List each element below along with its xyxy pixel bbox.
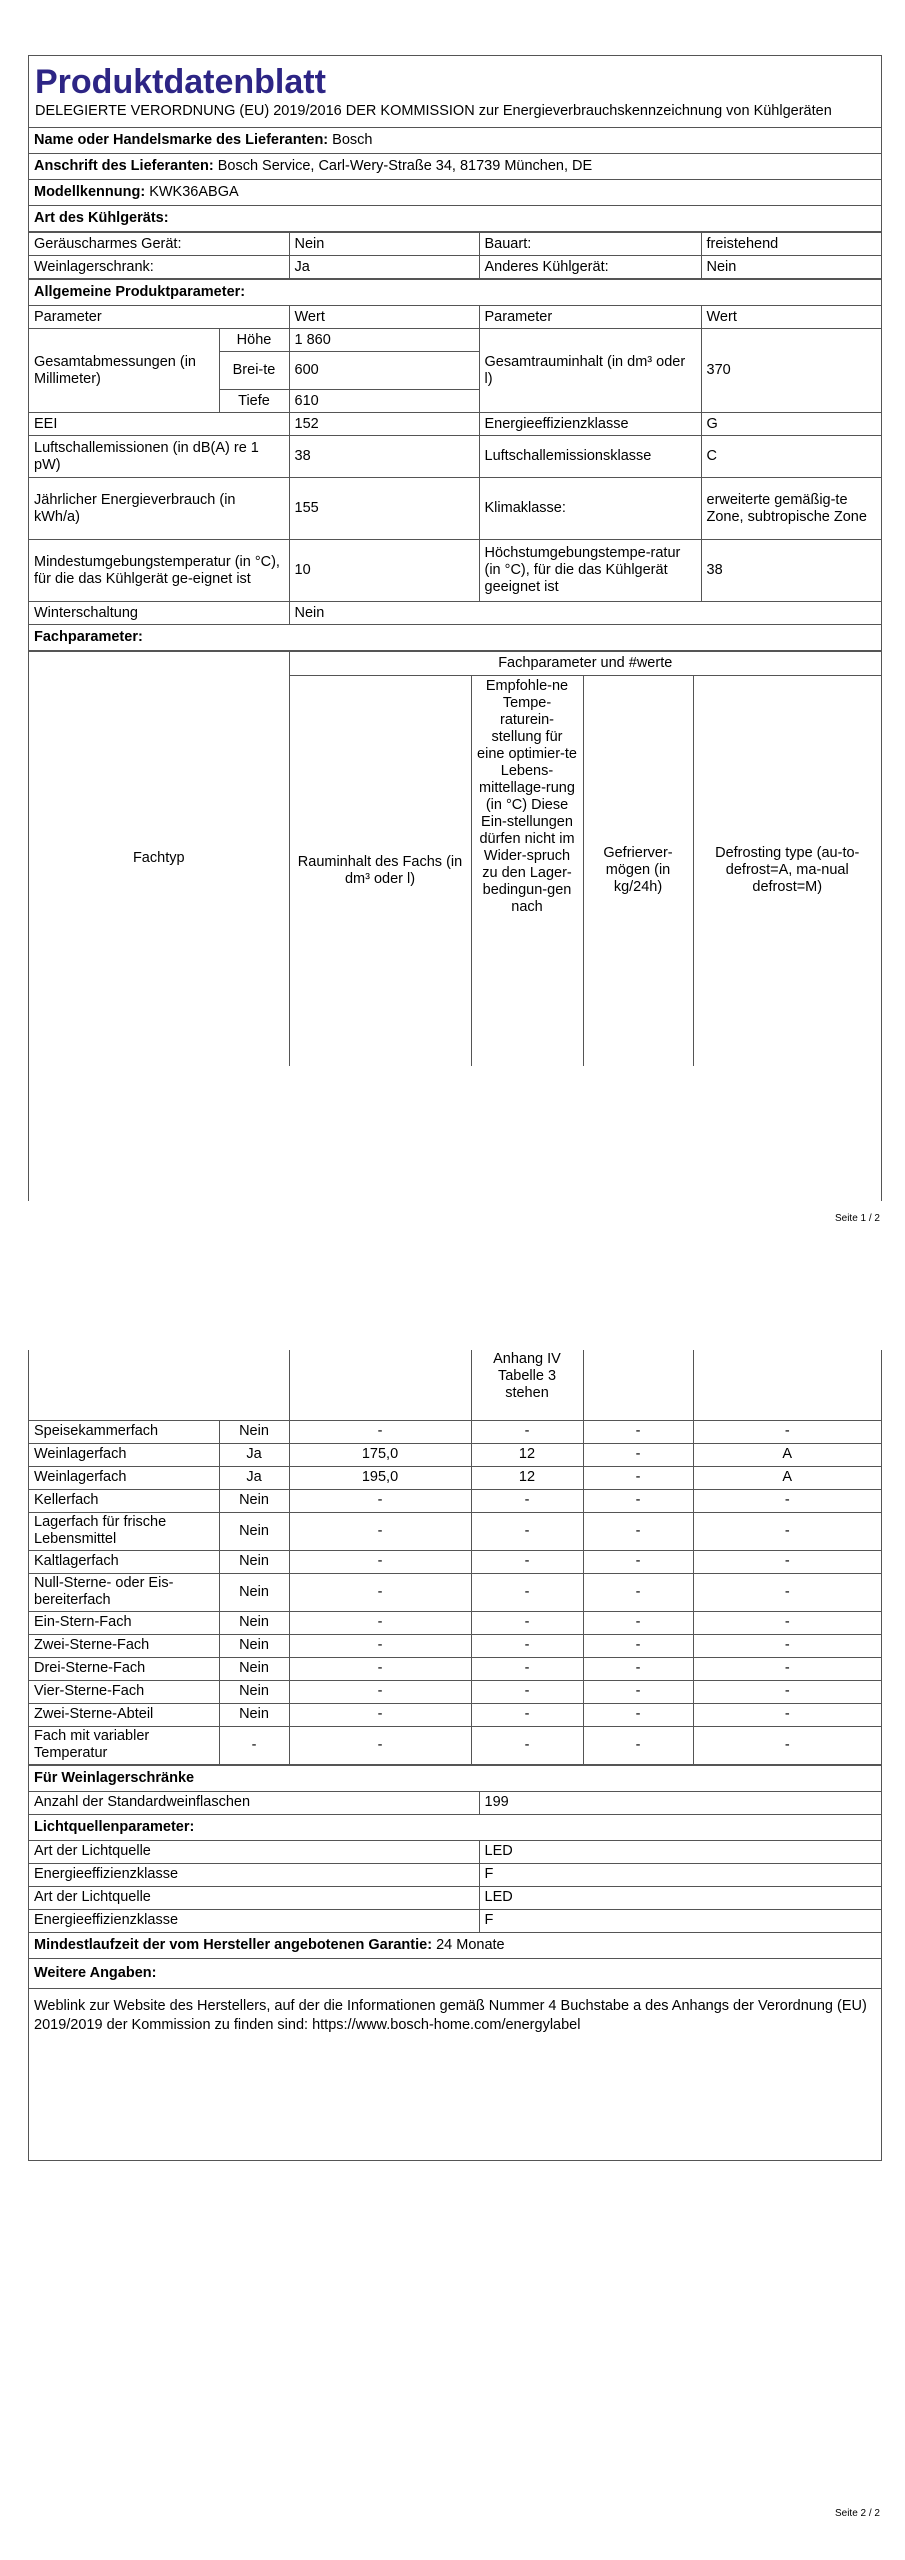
volume-value: 370 (701, 329, 881, 413)
compartment-volume: - (289, 1657, 471, 1680)
other-label: Anderes Kühlgerät: (479, 256, 701, 279)
compartment-row (29, 1726, 881, 1764)
warranty-label: Mindestlaufzeit der vom Hersteller angebotenen Garantie: (34, 1936, 433, 1953)
page-2-frame (28, 1350, 882, 2161)
compartment-row (29, 1657, 881, 1680)
general-section: Allgemeine Produktparameter: (29, 280, 881, 306)
quiet-label: Geräuscharmes Gerät: (29, 233, 289, 256)
compartment-row (29, 1443, 881, 1466)
winter-value: Nein (289, 602, 881, 625)
compartment-temp: - (471, 1680, 583, 1703)
design-value: freistehend (701, 233, 881, 256)
compartment-row (29, 1489, 881, 1512)
mintemp-value: 10 (289, 540, 479, 602)
light-label-2: Energieeffizienzklasse (29, 1863, 479, 1886)
compartment-present: Ja (219, 1466, 289, 1489)
compartment-present: Nein (219, 1573, 289, 1611)
model-label: Modellkennung: (34, 184, 146, 200)
compartment-freeze: - (583, 1657, 693, 1680)
compartment-volume: - (289, 1489, 471, 1512)
col-defrost-cont (693, 1350, 881, 1420)
light-value-4: F (479, 1909, 881, 1932)
model-value: KWK36ABGA (149, 184, 239, 200)
noise-value: 38 (289, 436, 479, 478)
compartment-present: - (219, 1726, 289, 1764)
regulation-subtitle: DELEGIERTE VERORDNUNG (EU) 2019/2016 DER KOMMISSION zur Energieverbrauchskennzeichnung von Kühlgeräten (35, 103, 832, 119)
compartment-name: Weinlagerfach (29, 1443, 219, 1466)
compartment-present: Nein (219, 1420, 289, 1443)
compartment-volume: - (289, 1512, 471, 1550)
compartment-volume: - (289, 1420, 471, 1443)
compartment-volume: - (289, 1550, 471, 1573)
bottles-label: Anzahl der Standardweinflaschen (29, 1791, 479, 1814)
col-type-cont (29, 1350, 289, 1420)
light-value-1: LED (479, 1840, 881, 1863)
compartment-name: Kaltlagerfach (29, 1550, 219, 1573)
compartment-present: Nein (219, 1512, 289, 1550)
maxtemp-label: Höchstumgebungstempe-ratur (in °C), für die das Kühlgerät geeignet ist (479, 540, 701, 602)
compartment-present: Nein (219, 1703, 289, 1726)
type-table (29, 232, 881, 279)
compartment-defrost: - (693, 1611, 881, 1634)
compartment-temp: - (471, 1634, 583, 1657)
page-2 (0, 1280, 905, 2560)
compartment-freeze: - (583, 1420, 693, 1443)
compartment-defrost: - (693, 1512, 881, 1550)
compartment-rows (29, 1420, 881, 1764)
compartment-defrost: - (693, 1573, 881, 1611)
compartment-volume: - (289, 1680, 471, 1703)
compartment-name: Kellerfach (29, 1489, 219, 1512)
winter-label: Winterschaltung (29, 602, 289, 625)
eei-value: 152 (289, 413, 479, 436)
compartment-volume: - (289, 1726, 471, 1764)
compartment-defrost: - (693, 1489, 881, 1512)
compartment-name: Lagerfach für frische Lebensmittel (29, 1512, 219, 1550)
compartment-defrost: - (693, 1703, 881, 1726)
depth-value: 610 (289, 390, 479, 413)
compartment-temp: - (471, 1611, 583, 1634)
quiet-value: Nein (289, 233, 479, 256)
compartment-defrost: - (693, 1680, 881, 1703)
compartment-name: Null-Sterne- oder Eis-bereiterfach (29, 1573, 219, 1611)
light-label-3: Art der Lichtquelle (29, 1886, 479, 1909)
compartment-freeze: - (583, 1680, 693, 1703)
compartment-freeze: - (583, 1550, 693, 1573)
compartment-present: Nein (219, 1550, 289, 1573)
volume-label: Gesamtrauminhalt (in dm³ oder l) (479, 329, 701, 413)
compartment-name: Fach mit variabler Temperatur (29, 1726, 219, 1764)
warranty-value: 24 Monate (436, 1936, 505, 1953)
width-value: 600 (289, 352, 479, 390)
height-value: 1 860 (289, 329, 479, 352)
compartment-freeze: - (583, 1703, 693, 1726)
noise-label: Luftschallemissionen (in dB(A) re 1 pW) (29, 436, 289, 478)
compartment-defrost: - (693, 1420, 881, 1443)
compartment-volume: 175,0 (289, 1443, 471, 1466)
compartment-present: Nein (219, 1680, 289, 1703)
compartment-row (29, 1466, 881, 1489)
col-freeze: Gefrierver-mögen (in kg/24h) (583, 676, 693, 1066)
col-temp-cont: Anhang IV Tabelle 3 stehen (471, 1350, 583, 1420)
col-volume-cont (289, 1350, 471, 1420)
compartment-temp: - (471, 1489, 583, 1512)
col-value: Wert (289, 306, 479, 329)
compartment-present: Nein (219, 1634, 289, 1657)
compartment-header-table (29, 651, 881, 1066)
depth-label: Tiefe (219, 390, 289, 413)
eei-label: EEI (29, 413, 289, 436)
compartment-temp: - (471, 1703, 583, 1726)
appliance-type-section: Art des Kühlgeräts: (29, 206, 881, 232)
compartment-name: Weinlagerfach (29, 1466, 219, 1489)
wine-label: Weinlagerschrank: (29, 256, 289, 279)
supplier-name-value: Bosch (332, 132, 373, 148)
wine-value: Ja (289, 256, 479, 279)
supplier-name-label: Name oder Handelsmarke des Lieferanten: (34, 132, 329, 148)
compartment-temp: - (471, 1512, 583, 1550)
compartment-present: Ja (219, 1443, 289, 1466)
eclass-value: G (701, 413, 881, 436)
col-volume: Rauminhalt des Fachs (in dm³ oder l) (289, 676, 471, 1066)
group-header: Fachparameter und #werte (289, 652, 881, 676)
compartment-name: Zwei-Sterne-Fach (29, 1634, 219, 1657)
maxtemp-value: 38 (701, 540, 881, 602)
compartments-section: Fachparameter: (29, 625, 881, 651)
compartment-name: Drei-Sterne-Fach (29, 1657, 219, 1680)
col-param: Parameter (29, 306, 289, 329)
width-label: Brei-te (219, 352, 289, 390)
climate-label: Klimaklasse: (479, 478, 701, 540)
light-label-1: Art der Lichtquelle (29, 1840, 479, 1863)
compartment-defrost: - (693, 1634, 881, 1657)
col-defrost: Defrosting type (au-to-defrost=A, ma-nual defrost=M) (693, 676, 881, 1066)
compartment-freeze: - (583, 1489, 693, 1512)
more-text: Weblink zur Website des Herstellers, auf der die Informationen gemäß Nummer 4 Buchstabe a des Anhangs der Verordnung (EU) 2019/2019 der Kommission zu finden sind: https://www.bosch-home.com/energylabel (29, 1988, 881, 2044)
compartment-freeze: - (583, 1466, 693, 1489)
compartment-present: Nein (219, 1489, 289, 1512)
noiseclass-label: Luftschallemissionsklasse (479, 436, 701, 478)
compartment-temp: 12 (471, 1443, 583, 1466)
compartment-freeze: - (583, 1611, 693, 1634)
compartment-volume: - (289, 1573, 471, 1611)
compartment-temp: - (471, 1726, 583, 1764)
compartment-row (29, 1573, 881, 1611)
compartment-defrost: - (693, 1550, 881, 1573)
compartment-temp: - (471, 1573, 583, 1611)
compartment-defrost: - (693, 1726, 881, 1764)
mintemp-label: Mindestumgebungstemperatur (in °C), für die das Kühlgerät ge-eignet ist (29, 540, 289, 602)
compartment-defrost: - (693, 1657, 881, 1680)
supplier-address-value: Bosch Service, Carl-Wery-Straße 34, 81739 München, DE (217, 158, 593, 174)
compartment-row (29, 1703, 881, 1726)
light-value-2: F (479, 1863, 881, 1886)
compartment-freeze: - (583, 1726, 693, 1764)
compartment-temp: - (471, 1657, 583, 1680)
col-param-2: Parameter (479, 306, 701, 329)
compartment-freeze: - (583, 1634, 693, 1657)
compartment-volume: - (289, 1634, 471, 1657)
supplier-address-label: Anschrift des Lieferanten: (34, 158, 214, 174)
bottles-value: 199 (479, 1791, 881, 1814)
compartment-volume: - (289, 1703, 471, 1726)
compartment-freeze: - (583, 1512, 693, 1550)
compartment-table (29, 1350, 881, 1765)
col-freeze-cont (583, 1350, 693, 1420)
energy-value: 155 (289, 478, 479, 540)
compartment-freeze: - (583, 1443, 693, 1466)
page-title: Produktdatenblatt (35, 63, 326, 101)
supplier-table (29, 127, 881, 232)
noiseclass-value: C (701, 436, 881, 478)
compartment-temp: - (471, 1420, 583, 1443)
compartment-present: Nein (219, 1611, 289, 1634)
compartment-volume: - (289, 1611, 471, 1634)
compartment-name: Ein-Stern-Fach (29, 1611, 219, 1634)
compartment-freeze: - (583, 1573, 693, 1611)
compartment-name: Vier-Sterne-Fach (29, 1680, 219, 1703)
wine-table (29, 1765, 881, 2045)
col-temp: Empfohle-ne Tempe-raturein-stellung für eine optimier-te Lebens-mittellage-rung (in °C) Diese Ein-stellungen dürfen nicht im Wider-spruch zu den Lager-bedingun-gen nach (471, 676, 583, 1066)
compartment-temp: - (471, 1550, 583, 1573)
compartment-temp: 12 (471, 1466, 583, 1489)
compartment-present: Nein (219, 1657, 289, 1680)
other-value: Nein (701, 256, 881, 279)
energy-label: Jährlicher Energieverbrauch (in kWh/a) (29, 478, 289, 540)
page-number-2: Seite 2 / 2 (834, 2508, 880, 2519)
compartment-defrost: A (693, 1466, 881, 1489)
compartment-name: Zwei-Sterne-Abteil (29, 1703, 219, 1726)
compartment-row (29, 1550, 881, 1573)
light-label-4: Energieeffizienzklasse (29, 1909, 479, 1932)
compartment-name: Speisekammerfach (29, 1420, 219, 1443)
light-value-3: LED (479, 1886, 881, 1909)
more-section: Weitere Angaben: (29, 1958, 881, 1988)
page-1-frame (28, 55, 882, 1201)
dims-label: Gesamtabmessungen (in Millimeter) (29, 329, 219, 413)
wine-section: Für Weinlagerschränke (29, 1765, 881, 1791)
compartment-defrost: A (693, 1443, 881, 1466)
climate-value: erweiterte gemäßig-te Zone, subtropische Zone (701, 478, 881, 540)
compartment-row (29, 1512, 881, 1550)
page-number: Seite 1 / 2 (834, 1213, 880, 1224)
compartment-row (29, 1611, 881, 1634)
compartment-row (29, 1634, 881, 1657)
col-type: Fachtyp (29, 652, 289, 1066)
compartment-volume: 195,0 (289, 1466, 471, 1489)
compartment-row (29, 1680, 881, 1703)
eclass-label: Energieeffizienzklasse (479, 413, 701, 436)
design-label: Bauart: (479, 233, 701, 256)
compartment-row (29, 1420, 881, 1443)
col-value-2: Wert (701, 306, 881, 329)
light-section: Lichtquellenparameter: (29, 1814, 881, 1840)
general-params-table (29, 279, 881, 651)
height-label: Höhe (219, 329, 289, 352)
